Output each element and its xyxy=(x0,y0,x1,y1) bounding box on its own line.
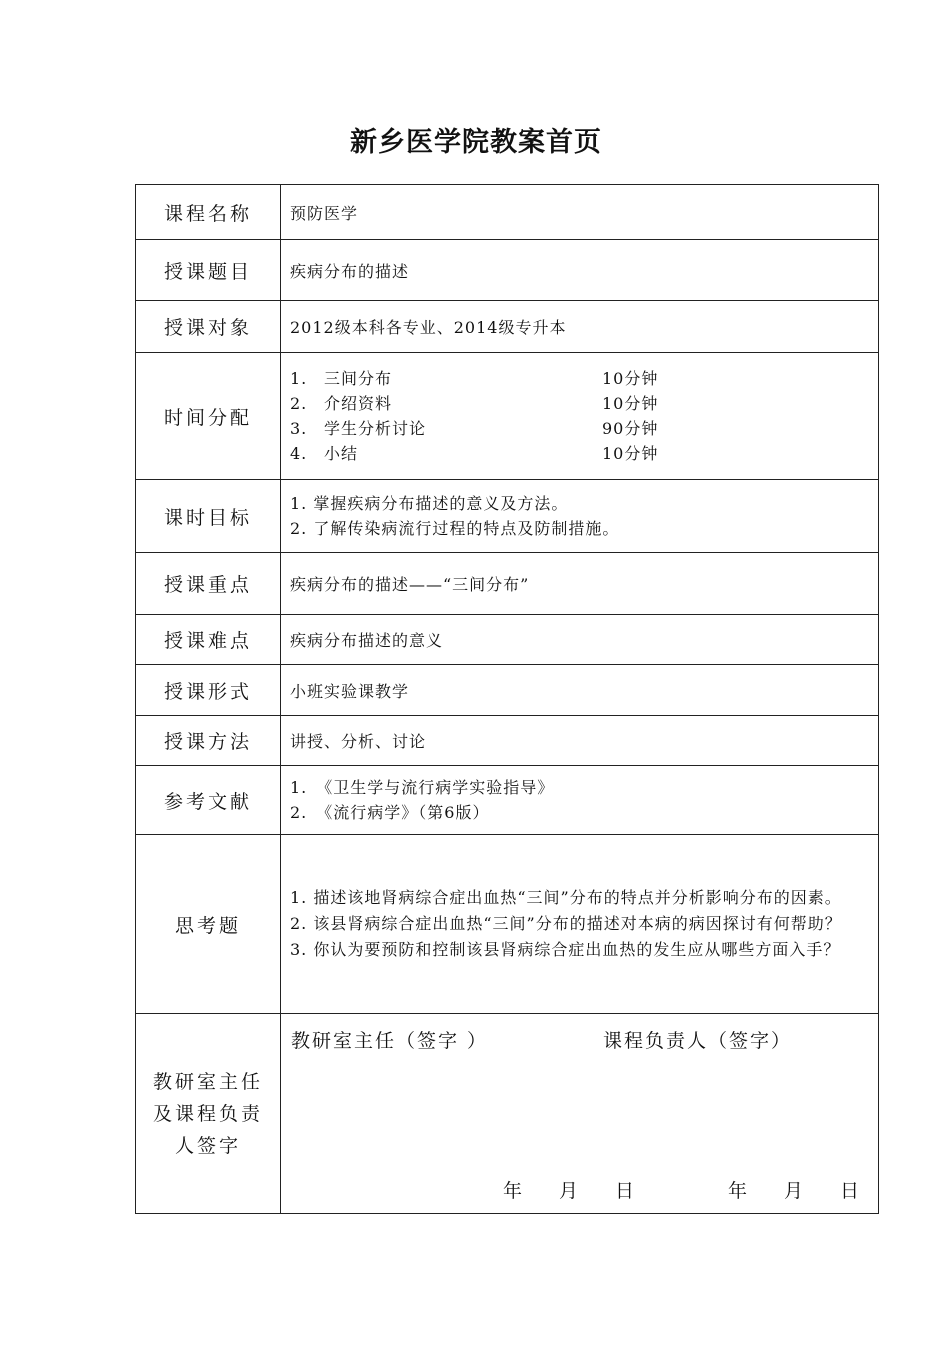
audience-label: 授课对象 xyxy=(136,301,281,353)
key-points-label: 授课重点 xyxy=(136,553,281,615)
format-value: 小班实验课教学 xyxy=(281,665,879,716)
row-difficulty xyxy=(136,615,879,665)
goal-line: 1. 掌握疾病分布描述的意义及方法。 xyxy=(290,494,569,513)
method-value: 讲授、分析、讨论 xyxy=(281,716,879,766)
question-line: 2. 该县肾病综合症出血热“三间”分布的描述对本病的病因探讨有何帮助？ xyxy=(290,914,842,933)
time-item-duration: 90分钟 xyxy=(602,419,659,438)
time-item-duration: 10分钟 xyxy=(602,444,659,463)
reference-line: 2. 《流行病学》（第6版） xyxy=(290,803,490,822)
time-item-duration: 10分钟 xyxy=(602,394,659,413)
signature-label xyxy=(136,1014,281,1214)
time-item xyxy=(290,391,869,416)
topic-value: 疾病分布的描述 xyxy=(281,240,879,301)
question-line: 1. 描述该地肾病综合症出血热“三间”分布的特点并分析影响分布的因素。 xyxy=(290,888,842,907)
date-month: 月 xyxy=(559,1180,579,1202)
references-label: 参考文献 xyxy=(136,766,281,835)
time-allocation-label: 时间分配 xyxy=(136,353,281,480)
goals-label: 课时目标 xyxy=(136,480,281,553)
date-year: 年 xyxy=(503,1180,523,1202)
goals-value xyxy=(281,480,879,553)
signature-label-line: 及课程负责 xyxy=(152,1102,263,1125)
row-time-allocation xyxy=(136,353,879,480)
page-title: 新乡医学院教案首页 xyxy=(350,127,602,158)
course-name-label: 课程名称 xyxy=(136,185,281,240)
date-month: 月 xyxy=(784,1180,804,1202)
row-topic xyxy=(136,240,879,301)
time-item xyxy=(290,416,869,441)
time-item-number: 3. xyxy=(290,419,308,438)
course-name-value: 预防医学 xyxy=(281,185,879,240)
difficulty-label: 授课难点 xyxy=(136,615,281,665)
questions-value xyxy=(281,835,879,1014)
difficulty-value: 疾病分布描述的意义 xyxy=(281,615,879,665)
time-item xyxy=(290,441,869,466)
row-goals xyxy=(136,480,879,553)
references-value xyxy=(281,766,879,835)
date-day: 日 xyxy=(840,1180,860,1202)
row-references xyxy=(136,766,879,835)
reference-line: 1. 《卫生学与流行病学实验指导》 xyxy=(290,778,555,797)
time-item-number: 1. xyxy=(290,369,308,388)
method-label: 授课方法 xyxy=(136,716,281,766)
row-questions xyxy=(136,835,879,1014)
time-item-number: 4. xyxy=(290,444,308,463)
signature-label-line: 教研室主任 xyxy=(152,1070,263,1093)
format-label: 授课形式 xyxy=(136,665,281,716)
time-item-number: 2. xyxy=(290,394,308,413)
question-line: 3. 你认为要预防和控制该县肾病综合症出血热的发生应从哪些方面入手？ xyxy=(290,940,841,959)
lesson-plan-table xyxy=(135,184,879,1214)
director-signature-label: 教研室主任（签字 ） xyxy=(291,1030,489,1052)
audience-value: 2012级本科各专业、2014级专升本 xyxy=(281,301,879,353)
key-points-value: 疾病分布的描述——“三间分布” xyxy=(281,553,879,615)
time-item-name: 小结 xyxy=(324,444,359,463)
date-year: 年 xyxy=(728,1180,748,1202)
row-audience xyxy=(136,301,879,353)
row-method xyxy=(136,716,879,766)
time-item-name: 介绍资料 xyxy=(324,394,393,413)
time-item xyxy=(290,366,869,391)
time-item-duration: 10分钟 xyxy=(602,369,659,388)
owner-signature-date xyxy=(728,1176,859,1203)
time-item-name: 学生分析讨论 xyxy=(324,419,427,438)
signature-area xyxy=(281,1014,879,1214)
questions-label: 思考题 xyxy=(136,835,281,1014)
topic-label: 授课题目 xyxy=(136,240,281,301)
signature-label-line: 人签字 xyxy=(174,1134,241,1157)
row-format xyxy=(136,665,879,716)
row-course xyxy=(136,185,879,240)
goal-line: 2. 了解传染病流行过程的特点及防制措施。 xyxy=(290,519,620,538)
owner-signature-label: 课程负责人（签字） xyxy=(603,1030,793,1052)
director-signature-date xyxy=(503,1176,634,1203)
time-item-name: 三间分布 xyxy=(324,369,393,388)
row-key-points xyxy=(136,553,879,615)
time-allocation-list xyxy=(281,353,879,480)
date-day: 日 xyxy=(615,1180,635,1202)
row-signature xyxy=(136,1014,879,1214)
